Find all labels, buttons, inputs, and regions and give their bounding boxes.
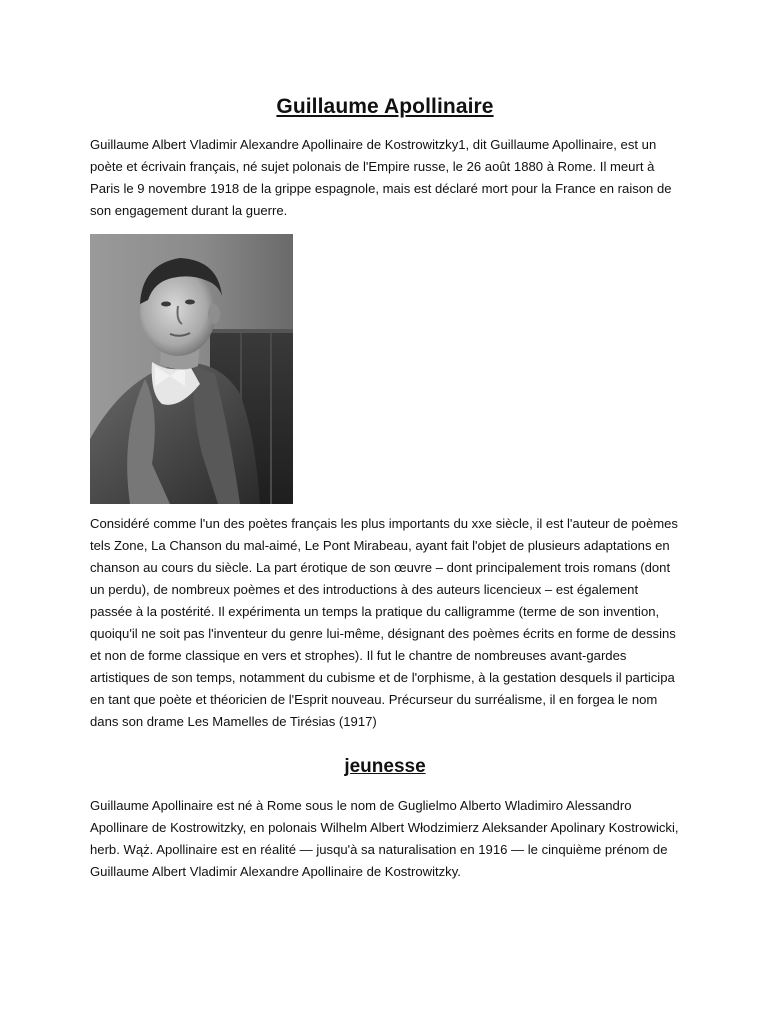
intro-paragraph: Guillaume Albert Vladimir Alexandre Apollinaire de Kostrowitzky1, dit Guillaume Apollinaire, est un poète et écrivain français, né sujet polonais de l'Empire russe, le 26 août 1880 à Rome. Il meurt à Paris le 9 novembre 1918 de la grippe espagnole, mais est déclaré mort pour la France en raison de son engagement durant la guerre. (90, 137, 672, 218)
section-heading: jeunesse (344, 756, 426, 777)
document-title: Guillaume Apollinaire (276, 95, 494, 118)
portrait-photo-icon (90, 234, 293, 504)
portrait-photo (90, 234, 293, 504)
main-paragraph: Considéré comme l'un des poètes français les plus importants du xxe siècle, il est l'auteur de poèmes tels Zone, La Chanson du mal-aimé, Le Pont Mirabeau, ayant fait l'objet de plusieurs adaptations en chanson au cours du siècle. La part érotique de son œuvre – dont principalement trois romans (dont un perdu), de nombreux poèmes et des introductions à des auteurs licencieux – est également passée à la postérité. Il expérimenta un temps la pratique du calligramme (terme de son invention, quoiqu'il ne soit pas l'inventeur du genre lui-même, désignant des poèmes écrits en forme de dessins et non de forme classique en vers et strophes). Il fut le chantre de nombreuses avant-gardes artistiques de son temps, notamment du cubisme et de l'orphisme, à la gestation desquels il participa en tant que poète et théoricien de l'Esprit nouveau. Précurseur du surréalisme, il en forgea le nom dans son drame Les Mamelles de Tirésias (1917) (90, 516, 678, 729)
section-paragraph: Guillaume Apollinaire est né à Rome sous le nom de Guglielmo Alberto Wladimiro Alessandro Apollinare de Kostrowitzky, en polonais Wilhelm Albert Włodzimierz Aleksander Apolinary Kostrowicki, herb. Wąż. Apollinaire est en réalité — jusqu'à sa naturalisation en 1916 — le cinquième prénom de Guillaume Albert Vladimir Alexandre Apollinaire de Kostrowitzky. (90, 798, 679, 879)
document-content (90, 92, 680, 883)
